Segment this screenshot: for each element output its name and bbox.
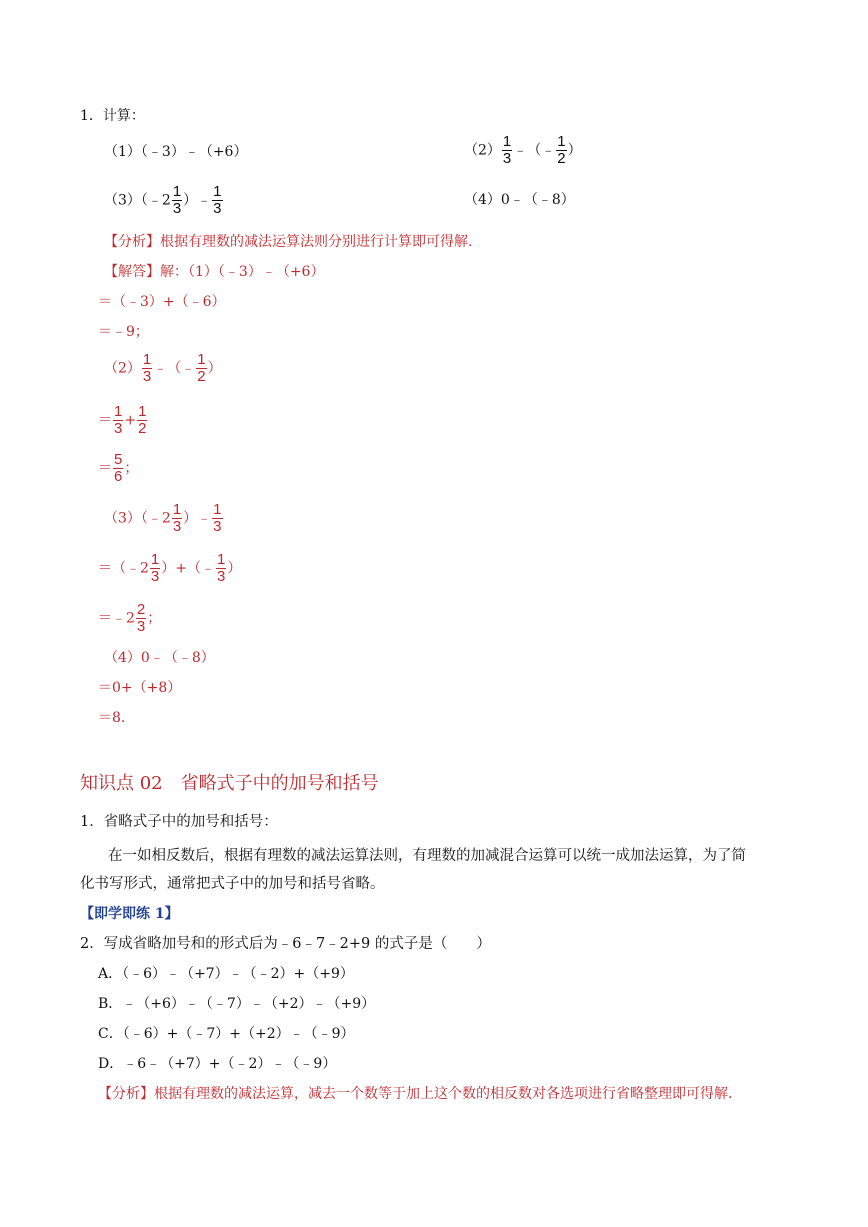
section-paragraph-line-1: 在一如相反数后，根据有理数的减法运算法则，有理数的加减混合运算可以统一成加法运算，为了简 — [108, 848, 746, 864]
operator: + — [124, 412, 137, 429]
step-2-line-3 — [98, 452, 138, 485]
punctuation: ； — [147, 610, 162, 627]
fraction: $\frac{1}{3}$ — [172, 183, 182, 217]
analysis-text: 根据有理数的减法运算，减去一个数等于加上这个数的相反数对各选项进行省略整理即可得解. — [154, 1086, 733, 1102]
operator: ﹣（﹣ — [513, 142, 556, 159]
operator: ）﹣ — [183, 510, 212, 527]
equals: ＝ — [98, 460, 112, 477]
practice-analysis — [98, 1084, 732, 1104]
step-3-line-1 — [104, 502, 224, 535]
equals: ＝ — [98, 412, 112, 429]
operator: ）+（﹣ — [161, 560, 215, 577]
paren: ） — [227, 560, 242, 577]
q1-part-1: （1）（﹣3）﹣（+6） — [104, 144, 248, 160]
fraction: $\frac{1}{3}$ — [213, 183, 222, 217]
step-3-line-3 — [98, 602, 161, 635]
step-2-line-2 — [98, 404, 148, 437]
option-b: B．﹣（+6）﹣（﹣7）﹣（+2）﹣（+9） — [98, 996, 376, 1012]
step-2-line-1 — [104, 352, 222, 385]
equals: ＝﹣2 — [98, 610, 135, 627]
q1-part-3-label: （3）（﹣2 — [104, 192, 171, 209]
label: （3）（﹣2 — [104, 510, 171, 527]
section-subheading: 1．省略式子中的加号和括号： — [80, 814, 278, 830]
fraction: $\frac{1}{2}$ — [138, 403, 147, 437]
fraction: $\frac{1}{3}$ — [172, 501, 182, 535]
q1-analysis — [104, 232, 472, 252]
q1-part-4: （4）0﹣（﹣8） — [464, 192, 575, 208]
section-heading: 知识点 02 省略式子中的加号和括号 — [80, 773, 379, 794]
step-4-line-1: （4）0﹣（﹣8） — [104, 650, 215, 666]
section-paragraph-line-2: 化书写形式，通常把式子中的加号和括号省略。 — [80, 876, 385, 892]
operator: ）﹣ — [183, 192, 212, 209]
q1-answer-intro — [104, 262, 324, 282]
q1-part-3 — [104, 184, 224, 217]
option-a: A．（﹣6）﹣（+7）﹣（﹣2）+（+9） — [98, 966, 354, 982]
label: （2） — [104, 360, 141, 377]
option-c: C．（﹣6）+（﹣7）+（+2）﹣（﹣9） — [98, 1026, 355, 1042]
practice-question-stem: 2．写成省略加号和的形式后为﹣6﹣7﹣2+9 的式子是（ ） — [80, 936, 491, 952]
question-1-stem: 1．计算： — [80, 108, 145, 124]
fraction: $\frac{1}{3}$ — [114, 403, 123, 437]
q1-part-2 — [464, 134, 582, 167]
fraction: $\frac{1}{3}$ — [217, 551, 226, 585]
analysis-tag: 【分析】 — [98, 1086, 154, 1102]
answer-intro-text: 解：（1）（﹣3）﹣（+6） — [160, 264, 325, 280]
analysis-text: 根据有理数的减法运算法则分别进行计算即可得解. — [160, 234, 473, 250]
fraction: $\frac{1}{3}$ — [142, 351, 152, 385]
step-1-line-2: ＝（﹣3）+（﹣6） — [98, 294, 226, 310]
analysis-tag: 【分析】 — [104, 234, 160, 250]
equals: ＝（﹣2 — [98, 560, 149, 577]
step-4-line-3: ＝8. — [98, 710, 126, 726]
paren: ） — [207, 360, 222, 377]
fraction: $\frac{5}{6}$ — [114, 451, 123, 485]
fraction: $\frac{1}{3}$ — [150, 551, 160, 585]
step-1-line-3: ＝﹣9； — [98, 324, 149, 340]
fraction: $\frac{1}{2}$ — [557, 133, 566, 167]
fraction: $\frac{2}{3}$ — [136, 601, 146, 635]
punctuation: ； — [124, 460, 139, 477]
q1-part-2-label: （2） — [464, 142, 501, 159]
step-4-line-2: ＝0+（+8） — [98, 680, 182, 696]
step-3-line-2 — [98, 552, 241, 585]
option-d: D．﹣6﹣（+7）+（﹣2）﹣（﹣9） — [98, 1056, 337, 1072]
practice-tag: 【即学即练 1】 — [80, 906, 179, 922]
operator: ﹣（﹣ — [153, 360, 196, 377]
answer-tag: 【解答】 — [104, 264, 160, 280]
fraction: $\frac{1}{3}$ — [213, 501, 222, 535]
fraction: $\frac{1}{2}$ — [197, 351, 206, 385]
paren: ） — [567, 142, 582, 159]
fraction: $\frac{1}{3}$ — [502, 133, 512, 167]
